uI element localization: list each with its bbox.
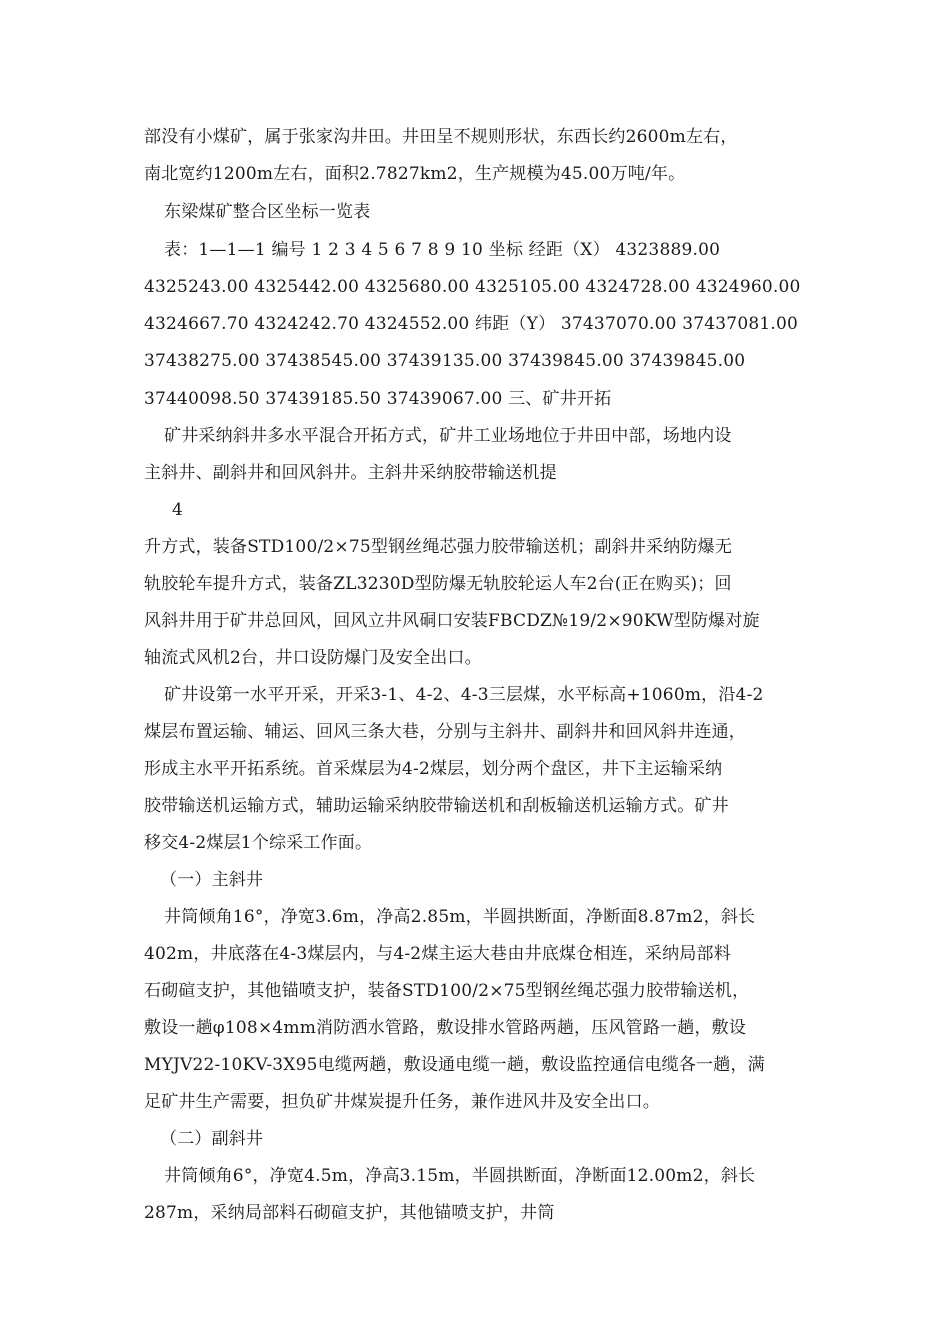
text-line: 表：1—1—1 编号 1 2 3 4 5 6 7 8 9 10 坐标 经距（X） 4323889.00 <box>164 240 721 260</box>
text-line: 矿井设第一水平开采，开采3-1、4-2、4-3三层煤，水平标高+1060m，沿4-2 <box>164 685 764 705</box>
text-line: 部没有小煤矿，属于张家沟井田。井田呈不规则形状，东西长约2600m左右， <box>144 127 738 147</box>
page-number: 4 <box>172 500 184 520</box>
text-line: 矿井采纳斜井多水平混合开拓方式，矿井工业场地位于井田中部，场地内设 <box>164 426 732 446</box>
text-line: 煤层布置运输、辅运、回风三条大巷，分别与主斜井、副斜井和回风斜井连通， <box>144 722 746 742</box>
text-line: 足矿井生产需要，担负矿井煤炭提升任务，兼作进风井及安全出口。 <box>144 1092 660 1112</box>
text-line: 主斜井、副斜井和回风斜井。主斜井采纳胶带输送机提 <box>144 463 557 483</box>
text-line: 4324667.70 4324242.70 4324552.00 纬距（Y） 37437070.00 37437081.00 <box>144 314 799 334</box>
text-line: 形成主水平开拓系统。首采煤层为4-2煤层，划分两个盘区，井下主运输采纳 <box>144 759 723 779</box>
text-line: 402m，井底落在4-3煤层内，与4-2煤主运大巷由井底煤仓相连，采纳局部料 <box>144 944 731 964</box>
text-line: 4325243.00 4325442.00 4325680.00 4325105.00 4324728.00 4324960.00 <box>144 277 801 297</box>
text-line: 37440098.50 37439185.50 37439067.00 三、矿井开拓 <box>144 389 612 409</box>
section-heading: （一）主斜井 <box>160 870 264 890</box>
text-line: 风斜井用于矿井总回风，回风立井风硐口安装FBCDZ№19/2×90KW型防爆对旋 <box>144 611 760 631</box>
text-line: 轨胶轮车提升方式，装备ZL3230D型防爆无轨胶轮运人车2台(正在购买)；回 <box>144 574 732 594</box>
text-line: 287m，采纳局部料石砌碹支护，其他锚喷支护，井筒 <box>144 1203 555 1223</box>
text-line: 升方式，装备STD100/2×75型钢丝绳芯强力胶带输送机；副斜井采纳防爆无 <box>144 537 733 557</box>
section-heading: （二）副斜井 <box>160 1129 264 1149</box>
text-line: 移交4-2煤层1个综采工作面。 <box>144 833 373 853</box>
text-line: MYJV22-10KV-3X95电缆两趟，敷设通电缆一趟，敷设监控通信电缆各一趟，满 <box>144 1055 765 1075</box>
table-caption: 东梁煤矿整合区坐标一览表 <box>164 202 371 222</box>
text-line: 37438275.00 37438545.00 37439135.00 37439845.00 37439845.00 <box>144 351 746 371</box>
text-line: 井筒倾角6°，净宽4.5m，净高3.15m，半圆拱断面，净断面12.00m2，斜长 <box>164 1166 756 1186</box>
text-line: 敷设一趟φ108×4mm消防洒水管路，敷设排水管路两趟，压风管路一趟，敷设 <box>144 1018 747 1038</box>
text-line: 胶带输送机运输方式，辅助运输采纳胶带输送机和刮板输送机运输方式。矿井 <box>144 796 729 816</box>
text-line: 石砌碹支护，其他锚喷支护，装备STD100/2×75型钢丝绳芯强力胶带输送机， <box>144 981 750 1001</box>
text-line: 井筒倾角16°，净宽3.6m，净高2.85m，半圆拱断面，净断面8.87m2，斜长 <box>164 907 756 927</box>
text-line: 轴流式风机2台，井口设防爆门及安全出口。 <box>144 648 482 668</box>
text-line: 南北宽约1200m左右，面积2.7827km2，生产规模为45.00万吨/年。 <box>144 164 686 184</box>
